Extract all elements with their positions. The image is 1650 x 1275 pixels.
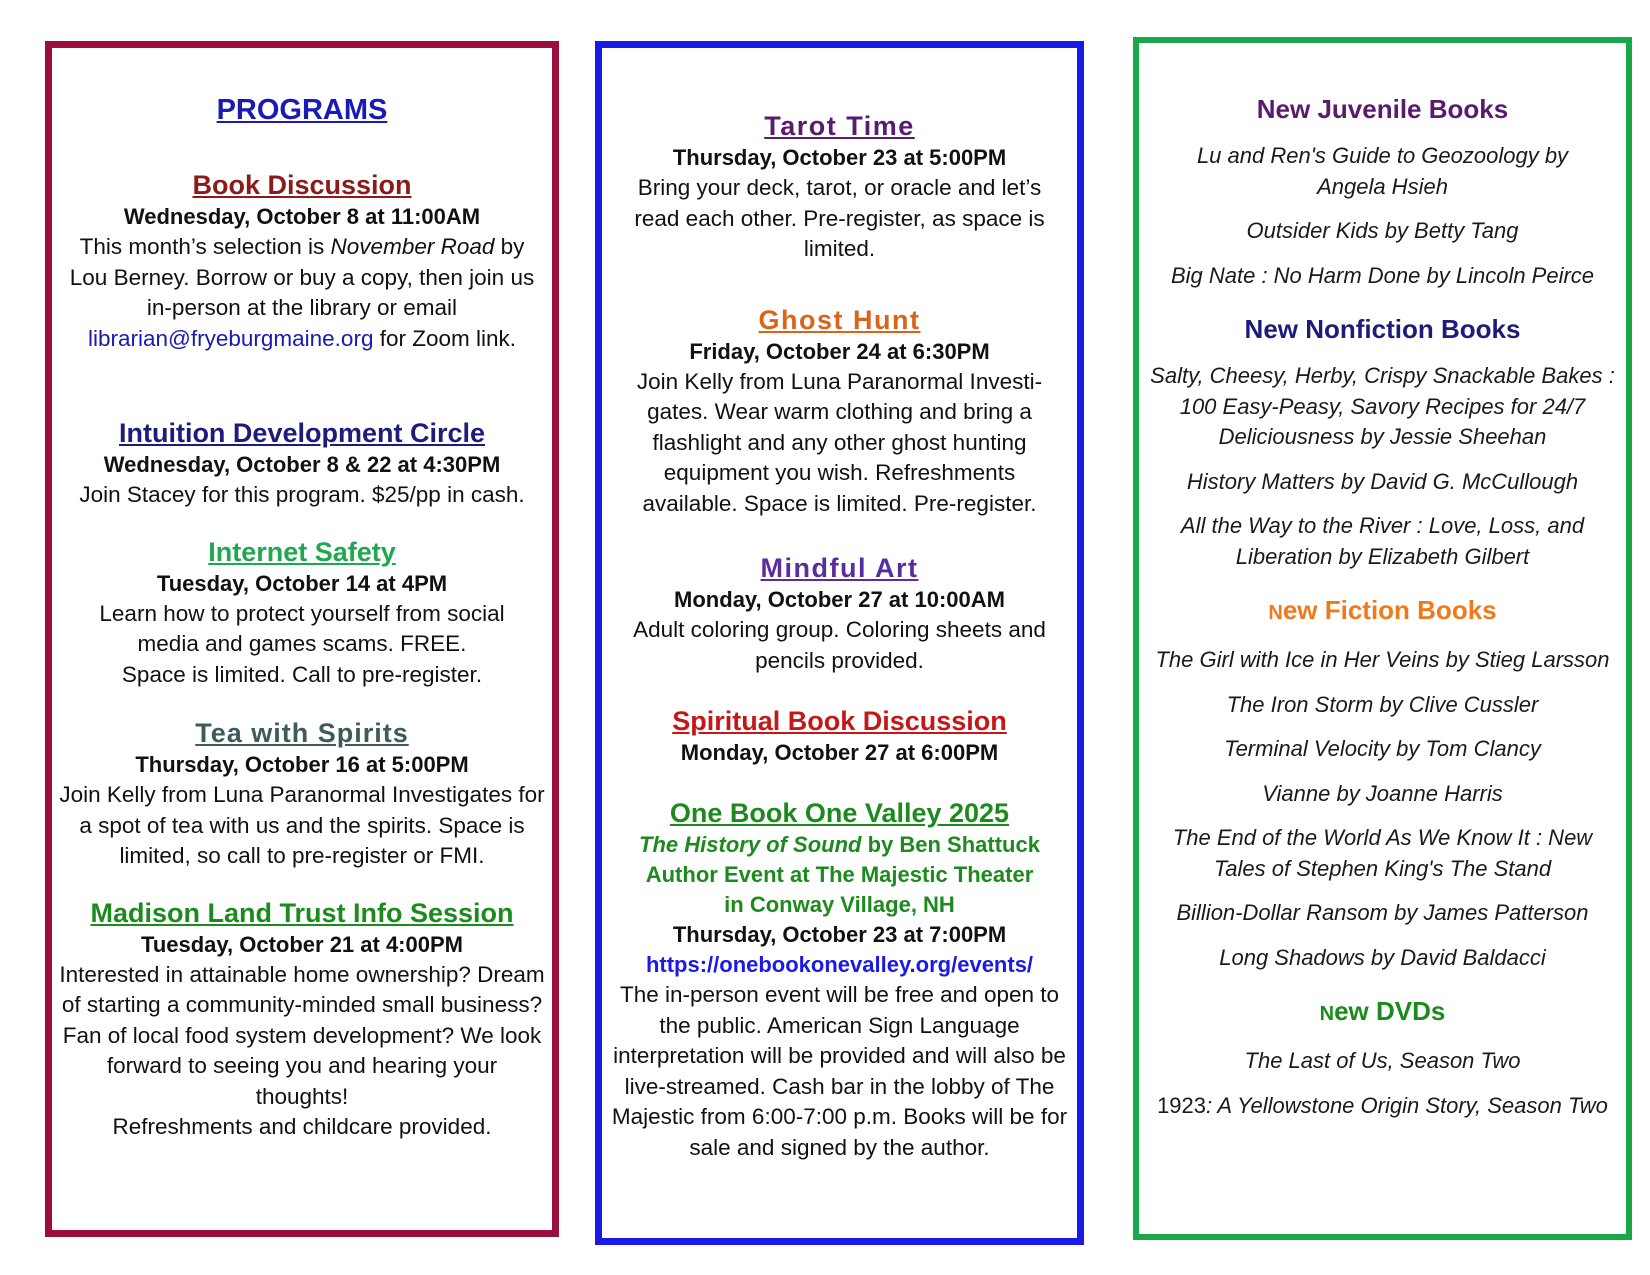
madison-desc-2: Refreshments and childcare provided. (112, 1114, 492, 1139)
madison-desc: Interested in attainable home ownership? Dream of starting a community-minded small business? Fan of local food system development? We look forward to seeing you and hearing your thoughts! (59, 961, 545, 1109)
intuition-title: Intuition Development Circle (118, 418, 486, 448)
dvd-item: The Last of Us, Season Two (1244, 1048, 1521, 1073)
tea-with-spirits-date: Thursday, October 16 at 5:00PM (135, 752, 469, 777)
fiction-item: Vianne by Joanne Harris (1262, 780, 1503, 806)
internet-safety-desc-2: Space is limited. Call to pre-register. (121, 661, 483, 687)
mindful-art-desc: Adult coloring group. Coloring sheets and pencils provided. (633, 617, 1046, 673)
tea-with-spirits-title: Tea with Spirits (195, 718, 409, 748)
new-items-panel-right (1133, 37, 1632, 1240)
internet-safety-title: Internet Safety (208, 536, 396, 567)
spiritual-book-date: Monday, October 27 at 6:00PM (680, 740, 999, 765)
fiction-item: Billion-Dollar Ransom by James Patterson (1176, 900, 1589, 925)
book-discussion-desc: This month’s selection is November Road by Lou Berney. Borrow or buy a copy, then join us in-person at the library or email librarian@fryeburgmaine.org for Zoom link. (69, 234, 535, 351)
book-title: November Road (330, 234, 495, 259)
nonfiction-heading: New Nonfiction Books (1244, 314, 1521, 344)
intuition-desc: Join Stacey for this program. $25/pp in cash. (79, 482, 525, 507)
fiction-item: The End of the World As We Know It : New Tales of Stephen King's The Stand (1172, 825, 1593, 881)
tea-with-spirits-desc: Join Kelly from Luna Paranormal Investigates for a spot of tea with us and the spirits. Space is limited, so call to pre-register or FMI. (59, 782, 545, 868)
fiction-heading: New Fiction Books (1268, 595, 1497, 625)
intuition-date: Wednesday, October 8 & 22 at 4:30PM (103, 452, 501, 477)
book-discussion-title: Book Discussion (192, 170, 412, 200)
programs-panel-middle (595, 41, 1084, 1245)
book-discussion-date: Wednesday, October 8 at 11:00AM (123, 204, 481, 229)
one-book-line-1: The History of Sound by Ben Shattuck (639, 832, 1040, 857)
one-book-line-3: in Conway Village, NH (724, 892, 955, 917)
madison-date: Tuesday, October 21 at 4:00PM (141, 931, 463, 957)
ghost-hunt-title: Ghost Hunt (758, 304, 921, 335)
juvenile-item: Big Nate : No Harm Done by Lincoln Peirce (1170, 262, 1595, 288)
tarot-time-date: Thursday, October 23 at 5:00PM (672, 145, 1007, 170)
juvenile-item: Lu and Ren's Guide to Geozoology by Angela Hsieh (1196, 143, 1569, 199)
nonfiction-item: Salty, Cheesy, Herby, Crispy Snackable Bakes : 100 Easy-Peasy, Savory Recipes for 24/7 Deliciousness by Jessie Sheehan (1150, 363, 1615, 449)
fiction-item: The Iron Storm by Clive Cussler (1226, 691, 1539, 717)
internet-safety-date: Tuesday, October 14 at 4PM (156, 570, 448, 596)
programs-panel-left (45, 41, 559, 1237)
one-book-line-2: Author Event at The Majestic Theater (645, 862, 1034, 887)
one-book-url-link[interactable]: https://onebookonevalley.org/events/ (645, 952, 1034, 977)
nonfiction-item: History Matters by David G. McCullough (1186, 468, 1579, 494)
programs-heading: PROGRAMS (216, 94, 388, 126)
tarot-time-title: Tarot Time (764, 111, 915, 141)
ghost-hunt-desc: Join Kelly from Luna Paranormal Investi-gates. Wear warm clothing and bring a flashlight and any other ghost hunting equipment you wish. Refreshments available. Space is limited. Pre-register. (636, 368, 1043, 516)
one-book-book-title: The History of Sound (639, 832, 862, 857)
ghost-hunt-date: Friday, October 24 at 6:30PM (689, 338, 990, 364)
fiction-item: Terminal Velocity by Tom Clancy (1224, 736, 1541, 761)
mindful-art-title: Mindful Art (760, 553, 919, 583)
dvds-heading: New DVDs (1319, 996, 1446, 1026)
tarot-time-desc: Bring your deck, tarot, or oracle and let’s read each other. Pre-register, as space is limited. (634, 175, 1045, 261)
fiction-item: Long Shadows by David Baldacci (1219, 944, 1546, 970)
librarian-email-link[interactable]: librarian@fryeburgmaine.org (87, 325, 374, 351)
dvd-item: 1923: A Yellowstone Origin Story, Season Two (1157, 1092, 1608, 1118)
juvenile-heading: New Juvenile Books (1256, 94, 1509, 124)
one-book-desc: The in-person event will be free and open to the public. American Sign Language interpretation will be provided and will also be live-streamed. Cash bar in the lobby of The Majestic from 6:00-7:00 p.m. Books will be for sale and signed by the author. (611, 982, 1068, 1160)
internet-safety-desc: Learn how to protect yourself from social media and games scams. FREE. (99, 600, 505, 656)
one-book-date: Thursday, October 23 at 7:00PM (672, 922, 1007, 947)
one-book-title: One Book One Valley 2025 (669, 798, 1010, 828)
mindful-art-date: Monday, October 27 at 10:00AM (674, 587, 1005, 612)
juvenile-item: Outsider Kids by Betty Tang (1246, 218, 1519, 243)
spiritual-book-title: Spiritual Book Discussion (672, 706, 1007, 736)
madison-title: Madison Land Trust Info Session (90, 897, 514, 928)
fiction-item: The Girl with Ice in Her Veins by Stieg Larsson (1155, 647, 1610, 672)
nonfiction-item: All the Way to the River : Love, Loss, and Liberation by Elizabeth Gilbert (1180, 513, 1585, 569)
